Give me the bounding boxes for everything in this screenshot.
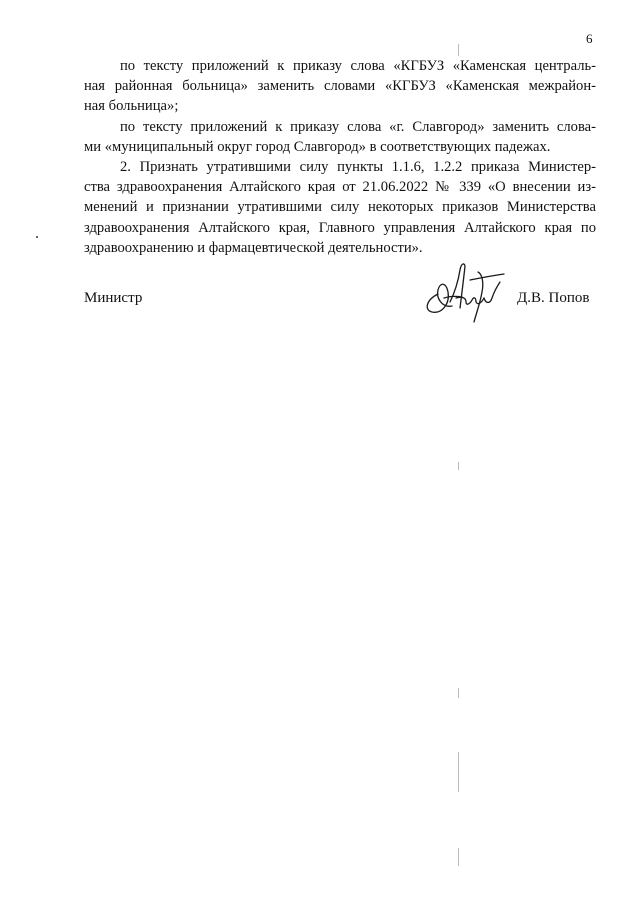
text-line: по тексту приложений к приказу слова «г. Славгород» заменить слова- (120, 118, 596, 135)
text-line: ная больница»; (84, 98, 179, 115)
scan-artifact (458, 44, 459, 56)
text-line: по тексту приложений к приказу слова «КГБУЗ «Каменская централь- (120, 58, 596, 74)
signatory-position: Министр (84, 290, 143, 306)
paragraph-1 (84, 56, 596, 117)
text-line: здравоохранения Алтайского края, Главного управления Алтайского края по (84, 219, 596, 236)
scan-artifact (458, 752, 459, 792)
text-line: ми «муниципальный округ город Славгород» в соответствующих падежах. (84, 138, 551, 155)
text-line: 2. Признать утратившими силу пункты 1.1.6, 1.2.2 приказа Министер- (120, 159, 596, 176)
page-number: 6 (586, 31, 593, 46)
document-body (84, 56, 596, 258)
scan-artifact (458, 848, 459, 866)
text-line: здравоохранению и фармацевтической деятельности». (84, 239, 423, 256)
text-line: менений и признании утратившими силу некоторых приказов Министерства (84, 199, 596, 216)
paragraph-2 (84, 117, 596, 157)
signatory-name: Д.В. Попов (517, 290, 590, 306)
scan-dot (36, 236, 38, 238)
scan-artifact (458, 462, 459, 470)
text-line: ная районная больница» заменить словами «КГБУЗ «Каменская межрайон- (84, 78, 596, 95)
scan-artifact (458, 688, 459, 698)
handwritten-signature (420, 252, 510, 332)
text-line: ства здравоохранения Алтайского края от 21.06.2022 № 339 «О внесении из- (84, 179, 596, 196)
paragraph-3 (84, 157, 596, 258)
